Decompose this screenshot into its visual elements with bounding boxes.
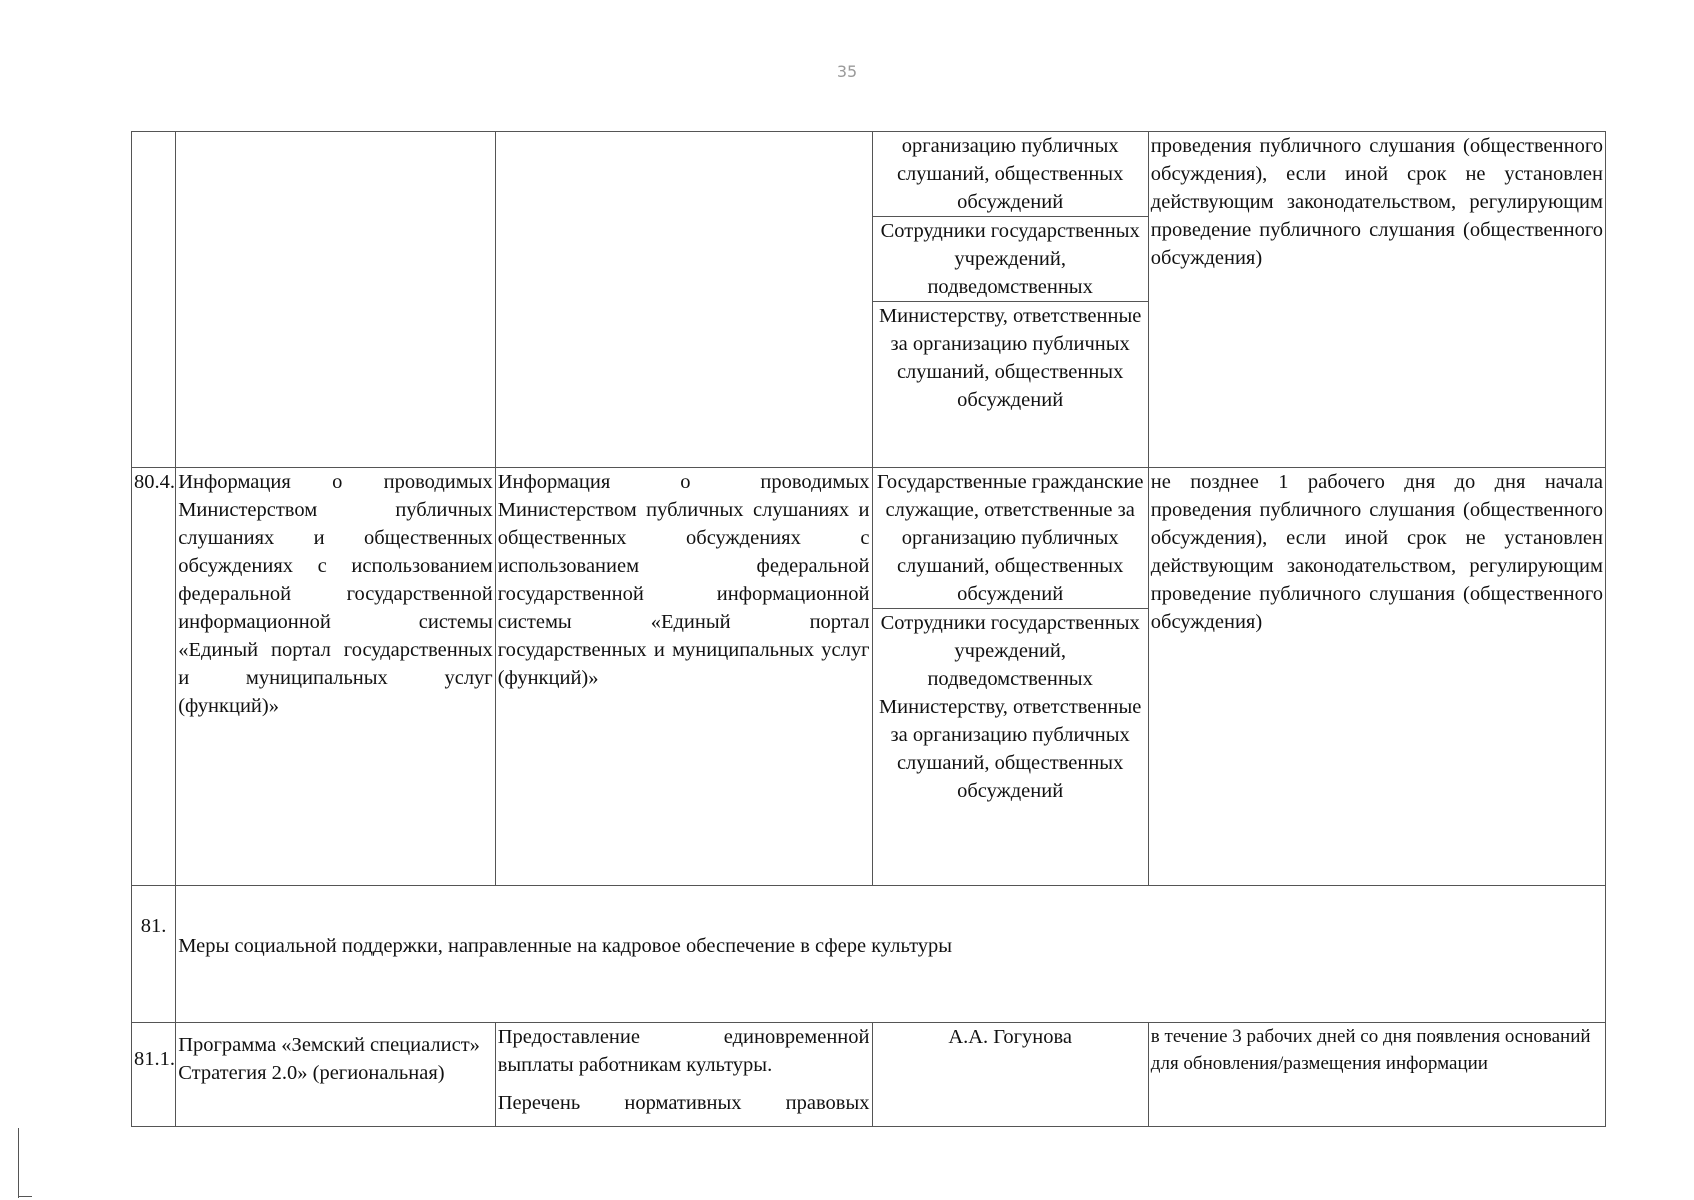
responsible-cell: А.А. Гогунова xyxy=(872,1023,1148,1127)
responsible-part: Государственные гражданские служащие, ответственные за организацию публичных слушаний, общественных обсуждений xyxy=(876,471,1144,605)
term-cell: в течение 3 рабочих дней со дня появления оснований для обновления/размещения информации xyxy=(1148,1023,1605,1127)
table-row xyxy=(132,132,1606,468)
responsible-cell xyxy=(872,468,1148,886)
section-row xyxy=(132,886,1606,1023)
term-cell: проведения публичного слушания (общественного обсуждения), если иной срок не установлен действующим законодательством, регулирующим проведение публичного слушания (общественного обсуждения) xyxy=(1148,132,1605,468)
responsible-part: Министерству, ответственные за организацию публичных слушаний, общественных обсуждений xyxy=(873,301,1148,414)
description-text: Предоставление единовременной выплаты работникам культуры. xyxy=(497,1026,870,1076)
description-cell: Информация о проводимых Министерством публичных слушаниях и общественных обсуждениях с использованием федеральной государственной информационной системы «Единый портал государственных и муниципальных услуг (функций)» xyxy=(495,468,872,886)
table-row xyxy=(132,468,1606,886)
page-number: 35 xyxy=(836,62,858,81)
name-cell: Информация о проводимых Министерством публичных слушаниях и общественных обсуждениях с использованием федеральной государственной информационной системы «Единый портал государственных и муниципальных услуг (функций)» xyxy=(176,468,496,886)
num-cell: 80.4. xyxy=(132,468,176,886)
num-cell: 81.1. xyxy=(132,1023,176,1127)
description-cell xyxy=(495,1023,872,1127)
responsible-cell xyxy=(872,132,1148,468)
section-title: Меры социальной поддержки, направленные на кадровое обеспечение в сфере культуры xyxy=(176,886,1606,1023)
table-row xyxy=(132,1023,1606,1127)
name-cell: Программа «Земский специалист» Стратегия 2.0» (региональная) xyxy=(176,1023,496,1127)
responsible-part: Сотрудники государственных учреждений, подведомственных Министерству, ответственные за организацию публичных слушаний, общественных обсуждений xyxy=(873,608,1148,805)
scan-edge-mark xyxy=(18,1196,32,1197)
document-table xyxy=(131,131,1606,1127)
responsible-part: организацию публичных слушаний, общественных обсуждений xyxy=(896,135,1124,213)
description-cell xyxy=(495,132,872,468)
section-num: 81. xyxy=(132,886,176,1023)
description-text: Перечень нормативных правовых xyxy=(497,1092,870,1114)
scan-edge-mark xyxy=(18,1128,19,1198)
term-cell: не позднее 1 рабочего дня до дня начала проведения публичного слушания (общественного обсуждения), если иной срок не установлен действующим законодательством, регулирующим проведение публичного слушания (общественного обсуждения) xyxy=(1148,468,1605,886)
num-cell xyxy=(132,132,176,468)
name-cell xyxy=(176,132,496,468)
responsible-part: Сотрудники государственных учреждений, подведомственных xyxy=(873,216,1148,301)
